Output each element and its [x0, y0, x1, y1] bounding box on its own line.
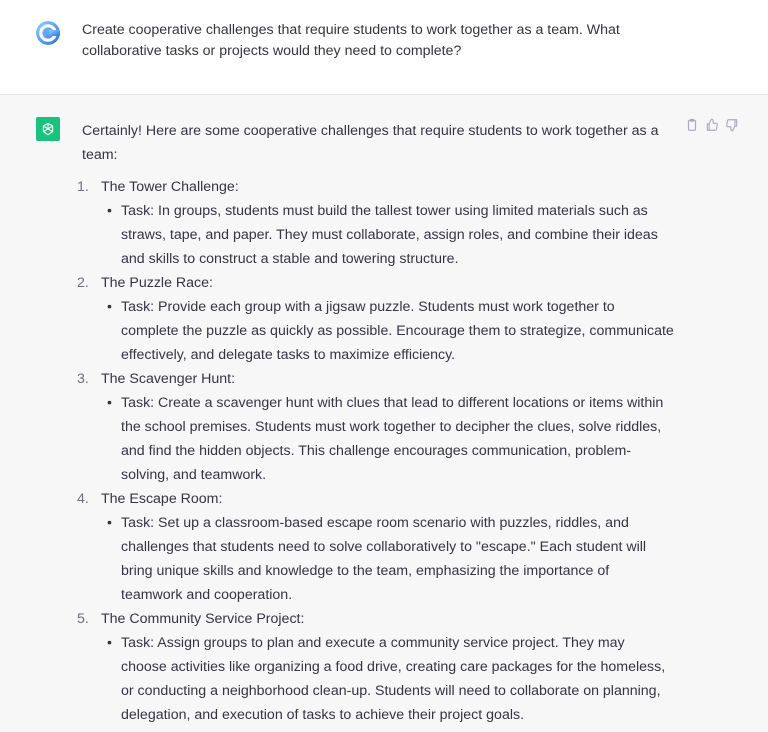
item-title: The Escape Room:: [101, 491, 223, 507]
item-task: • Task: Create a scavenger hunt with clues that lead to different locations or items within the school premises. Students must work together to decipher the clues, solve riddles, and find the hidden objects. This challenge encourages communication, problem-solving, and teamwork.: [121, 391, 674, 487]
user-avatar-icon: [36, 21, 60, 45]
item-number: 4.: [77, 491, 89, 507]
item-number: 5.: [77, 611, 89, 627]
list-item: [77, 487, 674, 607]
item-task: • Task: In groups, students must build the tallest tower using limited materials such as straws, tape, and paper. They must collaborate, assign roles, and combine their ideas and skills to construct a stable and towering structure.: [121, 199, 674, 271]
item-number: 2.: [77, 275, 89, 291]
item-title: The Tower Challenge:: [101, 179, 239, 195]
assistant-intro: Certainly! Here are some cooperative challenges that require students to work together as a team:: [82, 123, 659, 163]
user-message: [0, 0, 768, 95]
list-item: [77, 367, 674, 487]
item-title: The Scavenger Hunt:: [101, 371, 236, 387]
assistant-message: [0, 95, 768, 732]
thumbs-up-icon[interactable]: [704, 117, 720, 133]
item-title: The Puzzle Race:: [101, 275, 213, 291]
list-item: [77, 175, 674, 271]
user-message-text: Create cooperative challenges that require students to work together as a team. What collaborative tasks or projects would they need to complete?: [82, 22, 620, 59]
challenge-list: [77, 175, 674, 727]
item-task: • Task: Assign groups to plan and execute a community service project. They may choose activities like organizing a food drive, creating care packages for the homeless, or conducting a neighborhood clean-up. Students will need to collaborate on planning, delegation, and execution of tasks to achieve their project goals.: [121, 631, 674, 727]
assistant-message-content: [77, 119, 674, 727]
list-item: [77, 607, 674, 727]
item-title: The Community Service Project:: [101, 611, 305, 627]
list-item: [77, 271, 674, 367]
openai-logo-icon: [36, 117, 60, 141]
item-number: 1.: [77, 179, 89, 195]
item-number: 3.: [77, 371, 89, 387]
message-actions: [684, 117, 740, 133]
clipboard-icon[interactable]: [684, 117, 700, 133]
thumbs-down-icon[interactable]: [724, 117, 740, 133]
item-task: • Task: Provide each group with a jigsaw puzzle. Students must work together to complete the puzzle as quickly as possible. Encourage them to strategize, communicate effectively, and delegate tasks to maximize efficiency.: [121, 295, 674, 367]
item-task: • Task: Set up a classroom-based escape room scenario with puzzles, riddles, and challenges that students need to solve collaboratively to "escape." Each student will bring unique skills and knowledge to the team, emphasizing the importance of teamwork and cooperation.: [121, 511, 674, 607]
